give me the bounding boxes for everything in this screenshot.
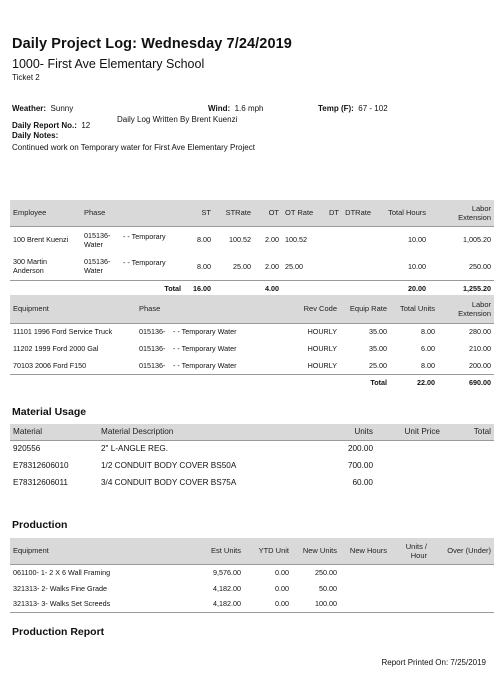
rev-code: HOURLY [307,344,337,353]
report-number-label: Daily Report No.: [12,121,77,130]
material-desc: 1/2 CONDUIT BODY COVER BS50A [101,461,237,470]
col-ot: OT [254,200,282,226]
equipment-name: 11202 1999 Ford 2000 Gal [13,344,99,353]
total-units: 8.00 [390,357,438,374]
hours-value: 10.00 [408,235,426,245]
total-hours: 20.00 [408,283,426,293]
material-code: E78312606011 [13,478,68,487]
table-row [10,357,494,374]
table-row [10,457,494,474]
est-units: 4,182.00 [172,596,244,612]
col-labor-extension-line1: Labor [471,299,491,309]
daily-notes-label: Daily Notes: [12,131,59,140]
equipment-name: 70103 2006 Ford F150 [10,357,136,374]
employee-name: 100 Brent Kuenzi [13,235,69,245]
col-ot-rate: OT Rate [282,200,324,226]
labor-total-row [10,280,494,296]
col-units-per-hour-line1: Units / [405,541,427,551]
est-units: 9,576.00 [213,567,241,577]
col-units-per-hour [390,538,430,564]
extension-value: 280.00 [469,327,491,337]
col-phase: Phase [81,200,184,226]
material-units: 60.00 [352,478,373,487]
phase-cell [81,226,120,253]
rev-code: HOURLY [307,327,337,337]
phase-desc: - - Temporary [123,231,166,241]
col-units: Units [288,424,376,440]
strate-value: 100.52 [229,235,251,245]
wind-field [208,98,264,116]
otrate-value: 100.52 [285,235,307,245]
col-over-under: Over (Under) [430,538,494,564]
extension-value: 210.00 [469,344,491,353]
total-units: 22.00 [417,378,435,388]
phase-desc: - - Temporary Water [173,327,237,337]
col-phase: Phase [136,295,283,323]
ytd-unit: 0.00 [244,596,292,612]
phase-code: 015136- [84,257,111,267]
employee-cell [10,226,81,253]
production-report-title: Production Report [12,626,105,638]
equipment-header-row [10,295,494,323]
col-total-hours: Total Hours [374,200,429,226]
employee-name-cont: Anderson [13,266,44,276]
phase-code: 015136- [84,230,111,240]
table-row [10,474,494,491]
st-value: 8.00 [197,235,211,245]
labor-header-row [10,200,494,226]
col-new-units: New Units [292,538,340,564]
production-item: 061100- 1- 2 X 6 Wall Framing [13,567,111,577]
equip-rate: 35.00 [369,327,387,337]
col-ytd-unit: YTD Unit [244,538,292,564]
material-usage-title: Material Usage [12,406,87,418]
col-rev-code: Rev Code [283,295,340,323]
material-header-row [10,424,494,440]
strate-value: 25.00 [214,253,254,280]
production-header-row [10,538,494,564]
total-st: 16.00 [193,283,211,293]
ot-value: 2.00 [265,235,279,245]
col-units-per-hour-line2: Hour [410,550,427,560]
table-row [10,253,494,280]
production-table [10,538,494,613]
weather-label: Weather: [12,104,47,113]
col-labor-extension-line2: Extension [458,212,491,222]
col-labor-extension-line2: Extension [458,308,491,318]
dtrate-value [342,226,374,253]
written-by: Daily Log Written By Brent Kuenzi [117,115,238,124]
material-table [10,424,494,491]
total-ot: 4.00 [265,283,279,293]
phase-desc: - - Temporary [120,253,184,280]
phase-desc-cont: Water [84,239,103,249]
phase-code: 015136- [136,357,170,374]
phase-desc: - - Temporary Water [170,357,283,374]
table-row [10,323,494,340]
temp-label: Temp (F): [318,104,354,113]
table-row [10,564,494,580]
production-item: 321313- 3- Walks Set Screeds [10,596,172,612]
col-material: Material [10,424,98,440]
total-extension: 690.00 [469,378,491,388]
material-price [376,457,443,474]
material-price [376,440,443,457]
material-code: E78312606010 [13,461,69,470]
col-equip-rate: Equip Rate [340,295,390,323]
material-total [443,457,494,474]
col-equipment: Equipment [10,538,172,564]
temp-value: 67 - 102 [358,104,388,113]
material-desc: 3/4 CONDUIT BODY COVER BS75A [101,478,237,487]
table-row [10,440,494,457]
employee-name: 300 Martin [13,257,47,267]
est-units: 4,182.00 [213,583,241,593]
extension-value: 1,005.20 [463,235,491,245]
material-total [443,440,494,457]
production-item: 321313- 2- Walks Fine Grade [13,583,108,593]
col-labor-extension-line1: Labor [471,203,491,213]
equipment-total-row [10,374,494,391]
new-units: 250.00 [315,567,337,577]
ytd-unit: 0.00 [275,583,289,593]
material-units: 700.00 [347,461,373,470]
phase-desc: - - Temporary Water [173,344,237,353]
total-units: 6.00 [421,344,435,353]
production-title: Production [12,519,68,531]
extension-value: 250.00 [429,253,494,280]
extension-value: 200.00 [438,357,494,374]
total-label: Total [370,378,387,388]
material-code: 920556 [13,444,41,454]
employee-cell [10,253,81,280]
col-total-units: Total Units [390,295,438,323]
total-units: 8.00 [421,327,435,337]
material-total [443,474,494,491]
new-units: 100.00 [292,596,340,612]
table-row [10,596,494,612]
phase-code: 015136- [139,327,166,337]
table-row [10,580,494,596]
ot-value: 2.00 [254,253,282,280]
st-value: 8.00 [184,253,214,280]
equipment-table [10,295,494,391]
col-total: Total [443,424,494,440]
col-equipment: Equipment [10,295,136,323]
weather-value: Sunny [50,104,74,113]
col-labor-extension [429,200,494,226]
col-strate: STRate [214,200,254,226]
phase-code: 015136- [139,344,166,353]
col-employee: Employee [10,200,81,226]
ticket-label: Ticket 2 [12,73,40,82]
new-units: 50.00 [319,583,337,593]
material-price [376,474,443,491]
equipment-name: 11101 1996 Ford Service Truck [13,327,113,337]
table-row [10,226,494,253]
otrate-value: 25.00 [282,253,324,280]
col-unit-price: Unit Price [376,424,443,440]
total-label: Total [164,283,181,293]
project-name: 1000- First Ave Elementary School [12,57,205,71]
wind-label: Wind: [208,104,231,113]
dtrate-value [342,253,374,280]
total-extension: 1,255.20 [463,283,491,293]
report-printed-date: Report Printed On: 7/25/2019 [381,658,486,667]
weather-field [12,98,73,116]
dt-value [324,226,342,253]
daily-notes-text: Continued work on Temporary water for First Ave Elementary Project [12,143,255,152]
report-number-value: 12 [81,121,91,130]
table-row [10,340,494,357]
col-new-hours: New Hours [340,538,390,564]
equip-rate: 35.00 [369,344,387,353]
page-title: Daily Project Log: Wednesday 7/24/2019 [12,36,292,52]
col-dt: DT [324,200,342,226]
col-labor-extension [438,295,494,323]
col-dtrate: DTRate [342,200,374,226]
temp-field [318,98,388,116]
labor-table [10,200,494,296]
col-material-description: Material Description [98,424,288,440]
phase-cell [81,253,120,280]
dt-value [324,253,342,280]
hours-value: 10.00 [374,253,429,280]
ytd-unit: 0.00 [275,567,289,577]
col-st: ST [184,200,214,226]
equip-rate: 25.00 [340,357,390,374]
rev-code: HOURLY [283,357,340,374]
material-desc: 2" L-ANGLE REG. [101,444,169,454]
col-est-units: Est Units [172,538,244,564]
wind-value: 1.6 mph [234,104,264,113]
phase-desc-cont: Water [84,266,103,276]
material-units: 200.00 [347,444,373,454]
